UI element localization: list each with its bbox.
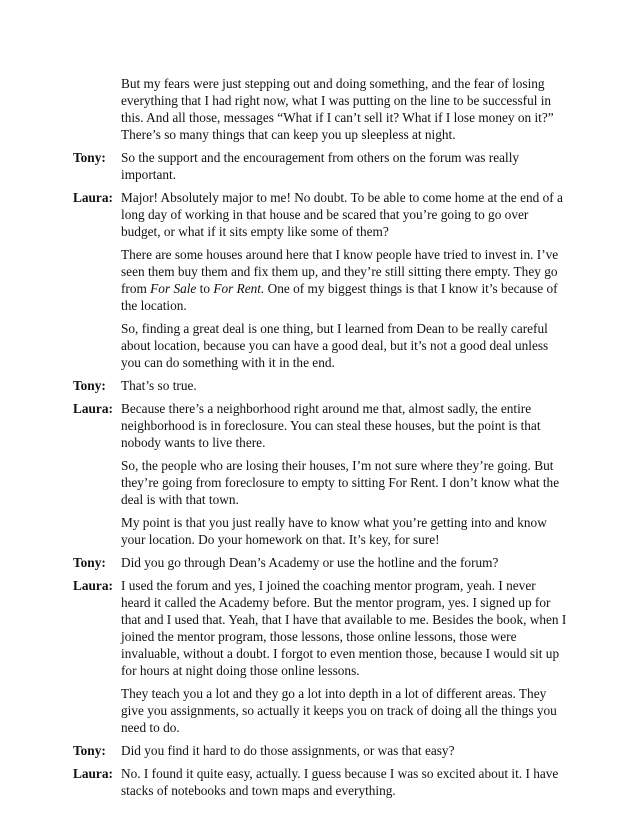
paragraph: I used the forum and yes, I joined the coaching mentor program, yeah. I never heard it called the Academy before. But the mentor program, yes. I signed up for that and I used that. Yeah, that I have that available to me. Besides the book, when I joined the mentor program, those lessons, those online lessons, those were invaluable, without a doubt. I forgot to even mention those, because I would sit up for hours at night doing those online lessons.: [121, 578, 567, 678]
paragraph: That’s so true.: [121, 378, 197, 393]
paragraph: Because there’s a neighborhood right around me that, almost sadly, the entire neighborhood is in foreclosure. You can steal these houses, but the point is that nobody wants to live there.: [121, 401, 541, 450]
entry-content: [121, 765, 568, 799]
entry-content: [121, 189, 568, 371]
paragraph: My point is that you just really have to know what you’re getting into and know your location. Do your homework on that. It’s key, for sure!: [121, 515, 547, 547]
transcript-entry: [73, 189, 568, 371]
paragraph: So, finding a great deal is one thing, but I learned from Dean to be really careful about location, because you can have a good deal, but it’s not a good deal unless you can do something with it in the end.: [121, 321, 549, 370]
speaker-label: Laura:: [73, 190, 113, 205]
entry-content: [121, 377, 568, 394]
speaker-label: Tony:: [73, 555, 106, 570]
paragraph: So the support and the encouragement from others on the forum was really important.: [121, 150, 520, 182]
transcript-entry: [73, 577, 568, 736]
paragraph: Did you go through Dean’s Academy or use the hotline and the forum?: [121, 555, 499, 570]
entry-content: [121, 75, 568, 143]
transcript-entry: [73, 765, 568, 799]
italic-text: For Rent.: [213, 281, 265, 296]
entry-content: [121, 554, 568, 571]
speaker-label: Tony:: [73, 378, 106, 393]
speaker-label: Laura:: [73, 401, 113, 416]
text-segment: There are some houses around here that I know people have tried to invest in. I’ve seen them buy them and fix them up, and they’re still sitting there empty. They go from: [121, 247, 559, 296]
paragraph: But my fears were just stepping out and doing something, and the fear of losing everything that I had right now, what I was putting on the line to be successful in this. And all those, messages “What if I can’t sell it? What if I lose money on it?” There’s so many things that can keep you up sleepless at night.: [121, 76, 554, 142]
paragraph: Did you find it hard to do those assignments, or was that easy?: [121, 743, 455, 758]
italic-text: For Sale: [150, 281, 197, 296]
speaker-label: Laura:: [73, 766, 113, 781]
entry-content: [121, 400, 568, 548]
paragraph: So, the people who are losing their houses, I’m not sure where they’re going. But they’re going from foreclosure to empty to sitting For Rent. I don’t know what the deal is with that town.: [121, 458, 560, 507]
text-segment: One of my biggest things is that I know it’s because of the location.: [121, 281, 558, 313]
entry-content: [121, 742, 568, 759]
text-segment: to: [196, 281, 214, 296]
transcript-entry: [73, 554, 568, 571]
paragraph: [121, 246, 568, 314]
speaker-label: Laura:: [73, 578, 113, 593]
speaker-label: Tony:: [73, 743, 106, 758]
transcript-entry: [73, 400, 568, 548]
speaker-label: Tony:: [73, 150, 106, 165]
paragraph: No. I found it quite easy, actually. I guess because I was so excited about it. I have stacks of notebooks and town maps and everything.: [121, 766, 559, 798]
transcript-entry: [73, 377, 568, 394]
paragraph: They teach you a lot and they go a lot into depth in a lot of different areas. They give you assignments, so actually it keeps you on track of doing all the things you need to do.: [121, 686, 557, 735]
paragraph: Major! Absolutely major to me! No doubt. To be able to come home at the end of a long day of working in that house and be scared that you’re going to go over budget, or what if it sits empty like some of them?: [121, 190, 563, 239]
entry-content: [121, 577, 568, 736]
transcript-entry: [73, 149, 568, 183]
speaker-label: [73, 75, 121, 143]
transcript-entry: [73, 75, 568, 143]
transcript-entry: [73, 742, 568, 759]
entry-content: [121, 149, 568, 183]
